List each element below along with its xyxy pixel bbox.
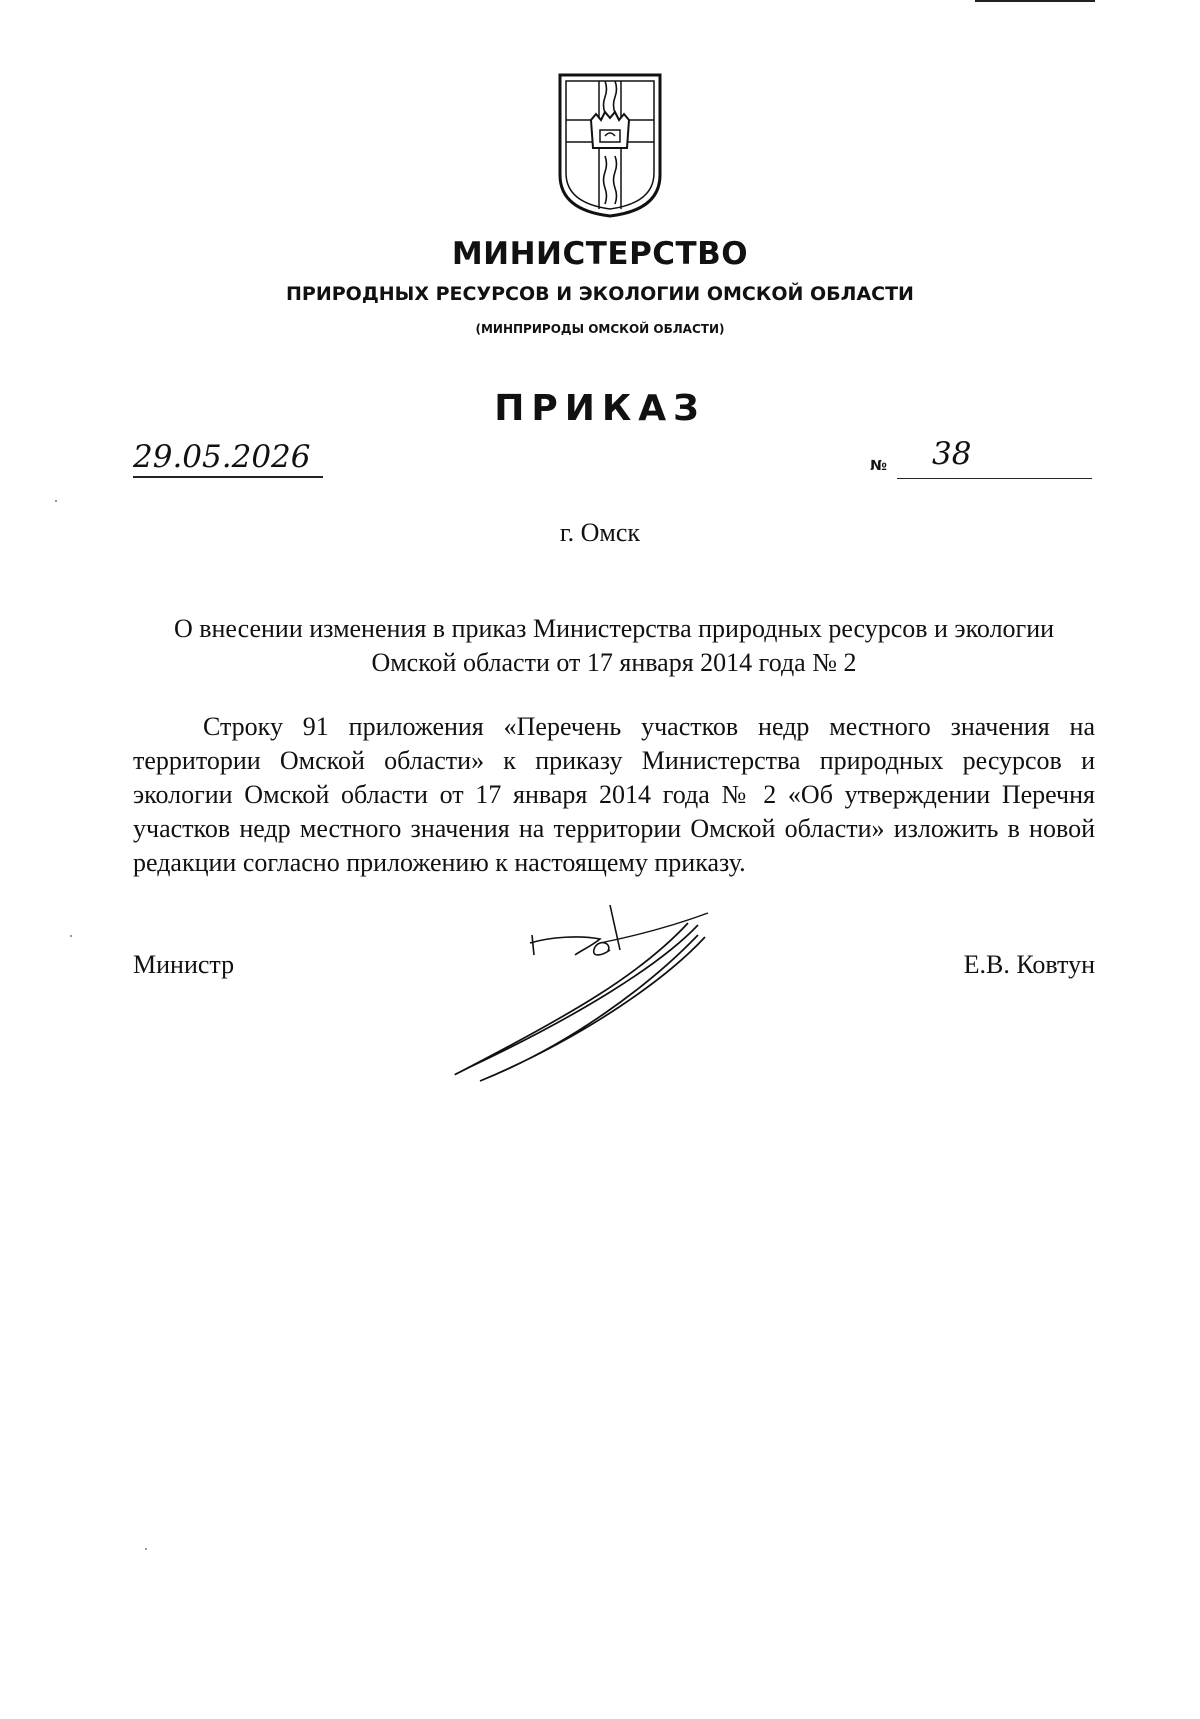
ministry-title: МИНИСТЕРСТВО <box>451 236 749 272</box>
city: г. Омск <box>559 518 641 547</box>
signer-position: Министр <box>133 950 235 979</box>
number-underline <box>897 478 1092 479</box>
order-body: Строку 91 приложения «Перечень участков недр местного значения на территории Омской области» к приказу Министерства природных ресурсов и экологии Омской области от 17 января 2014 года № 2 «Об утверждении Перечня участков недр местного значения на территории Омской области» изложить в новой редакции согласно приложению к настоящему приказу. <box>133 712 1095 877</box>
number-sign: № <box>870 458 887 474</box>
handwritten-signature-icon <box>440 895 770 1085</box>
order-heading: О внесении изменения в приказ Министерства природных ресурсов и экологии Омской области от 17 января 2014 года № 2 <box>173 614 1055 677</box>
ministry-subtitle: ПРИРОДНЫХ РЕСУРСОВ И ЭКОЛОГИИ ОМСКОЙ ОБЛАСТИ <box>286 283 914 305</box>
scan-speck <box>145 1548 147 1550</box>
scan-speck <box>70 935 72 937</box>
corner-scan-mark <box>975 0 1095 4</box>
signer-name: Е.В. Ковтун <box>963 950 1095 979</box>
scan-speck <box>55 500 57 502</box>
ministry-abbreviation: (МИНПРИРОДЫ ОМСКОЙ ОБЛАСТИ) <box>475 322 725 336</box>
order-number: 38 <box>932 436 972 472</box>
order-number-field <box>870 436 1092 480</box>
coat-of-arms-icon <box>555 70 665 220</box>
order-date: 29.05.2026 <box>133 438 323 478</box>
document-type: ПРИКАЗ <box>494 388 706 429</box>
